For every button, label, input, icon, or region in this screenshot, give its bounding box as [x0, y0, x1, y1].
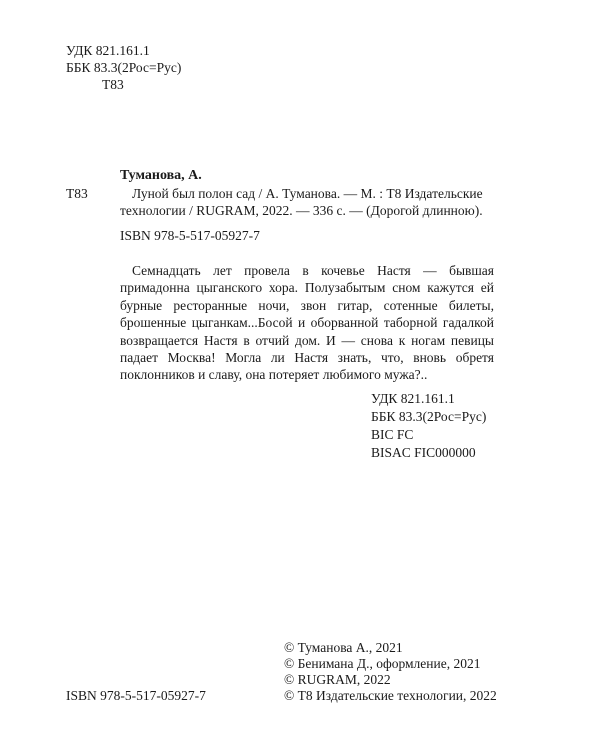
copyright-block	[284, 639, 497, 703]
author-name: Туманова, А.	[120, 168, 202, 183]
class-bic: BIC FC	[371, 427, 414, 442]
bibliographic-description: Луной был полон сад / А. Туманова. — М. : Т8 Издательские технологии / RUGRAM, 2022. — 336 с. — (Дорогой длинною).	[120, 186, 483, 218]
udk-code: УДК 821.161.1	[66, 43, 150, 58]
copyright-line: © RUGRAM, 2022	[284, 672, 391, 687]
copyright-line: © Бенимана Д., оформление, 2021	[284, 656, 481, 671]
isbn-main: ISBN 978-5-517-05927-7	[120, 228, 260, 243]
copyright-line: © Т8 Издательские технологии, 2022	[284, 688, 497, 703]
isbn-bottom: ISBN 978-5-517-05927-7	[66, 688, 206, 703]
top-classification-block	[66, 42, 181, 93]
bbk-code: ББК 83.3(2Рос=Рус)	[66, 60, 182, 75]
class-bisac: BISAC FIC000000	[371, 445, 476, 460]
classification-block	[371, 390, 486, 462]
class-bbk: ББК 83.3(2Рос=Рус)	[371, 409, 487, 424]
annotation-paragraph: Семнадцать лет провела в кочевье Настя — бывшая примадонна цыганского хора. Полузабытым сном кажутся ей бурные ресторанные ночи, звон гитар, сотенные билеты, брошенные цыганкам...Босой и оборванной таборной гадалкой возвращается Настя в отчий дом. И — снова к ногам певицы падает Москва! Могла ли Настя знать, что, вновь обретя поклонников и славу, она потеряет любимого мужа?..	[120, 263, 494, 383]
author-mark: Т83	[102, 77, 124, 92]
class-udk: УДК 821.161.1	[371, 391, 455, 406]
copyright-line: © Туманова А., 2021	[284, 640, 403, 655]
bibliographic-code: Т83	[66, 186, 88, 201]
